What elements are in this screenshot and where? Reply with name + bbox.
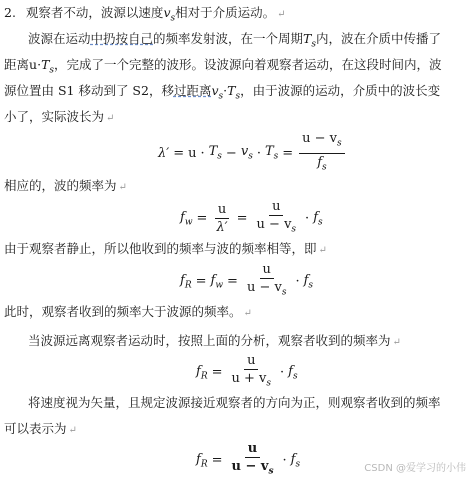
paragraph-line: 此时，观察者收到的频率大于波源的频率。 ↵: [4, 304, 252, 319]
paragraph-line: 源位置由 S1 移动到了 S2，移过距离$v_s\cdot T_s$，由于波源的运动，介质中的波长变: [4, 83, 441, 102]
paragraph-mark: ↵: [277, 9, 286, 20]
paragraph-line: 将速度视为矢量，且规定波源接近观察者的方向为正，则观察者收到的频率: [28, 395, 441, 410]
heading-number: 2.: [4, 5, 16, 20]
paragraph-line: 由于观察者静止，所以他收到的频率与波的频率相等，即 ↵: [4, 241, 327, 256]
equation-received-frequency: $f_R$ = $f_w$ = $\frac{u}{u - v_s}$ · $f_s$: [180, 262, 314, 298]
paragraph-line: 波源在运动中扔按自己的频率发射波，在一个周期$T_s$内，波在介质中传播了: [28, 31, 442, 50]
paragraph-line: 当波源远离观察者运动时，按照上面的分析，观察者收到的频率为 ↵: [28, 333, 401, 348]
equation-wavelength: λ′ = u · $T_s$ − $v_s$ · $T_s$ = $\frac{u - v_s}{f_s}$: [158, 131, 347, 175]
paragraph-line: 可以表示为 ↵: [4, 421, 77, 436]
watermark: CSDN @爱学习的小伟: [364, 463, 466, 474]
fraction: $\frac{u - v_s}{f_s}$: [299, 131, 345, 175]
paragraph-line: 相应的，波的频率为 ↵: [4, 178, 127, 193]
equation-vector-form: $f_R$ = $\frac{u}{u - v_s}$ · $f_s$: [196, 441, 301, 477]
section-heading: 2. 观察者不动，波源以速度$v_s$相对于介质运动。 ↵: [4, 5, 286, 24]
paragraph-line: 小了，实际波长为 ↵: [4, 109, 115, 124]
equation-wave-frequency: $f_w$ = $\frac{u}{\lambda'}$ = $\frac{u}{u - v_s}$ · $f_s$: [180, 199, 323, 235]
equation-receding: $f_R$ = $\frac{u}{u + v_s}$ · $f_s$: [196, 353, 298, 389]
paragraph-line: 距离$u\cdot T_s$，完成了一个完整的波形。设波源向着观察者运动，在这段时间内，波: [4, 57, 442, 76]
